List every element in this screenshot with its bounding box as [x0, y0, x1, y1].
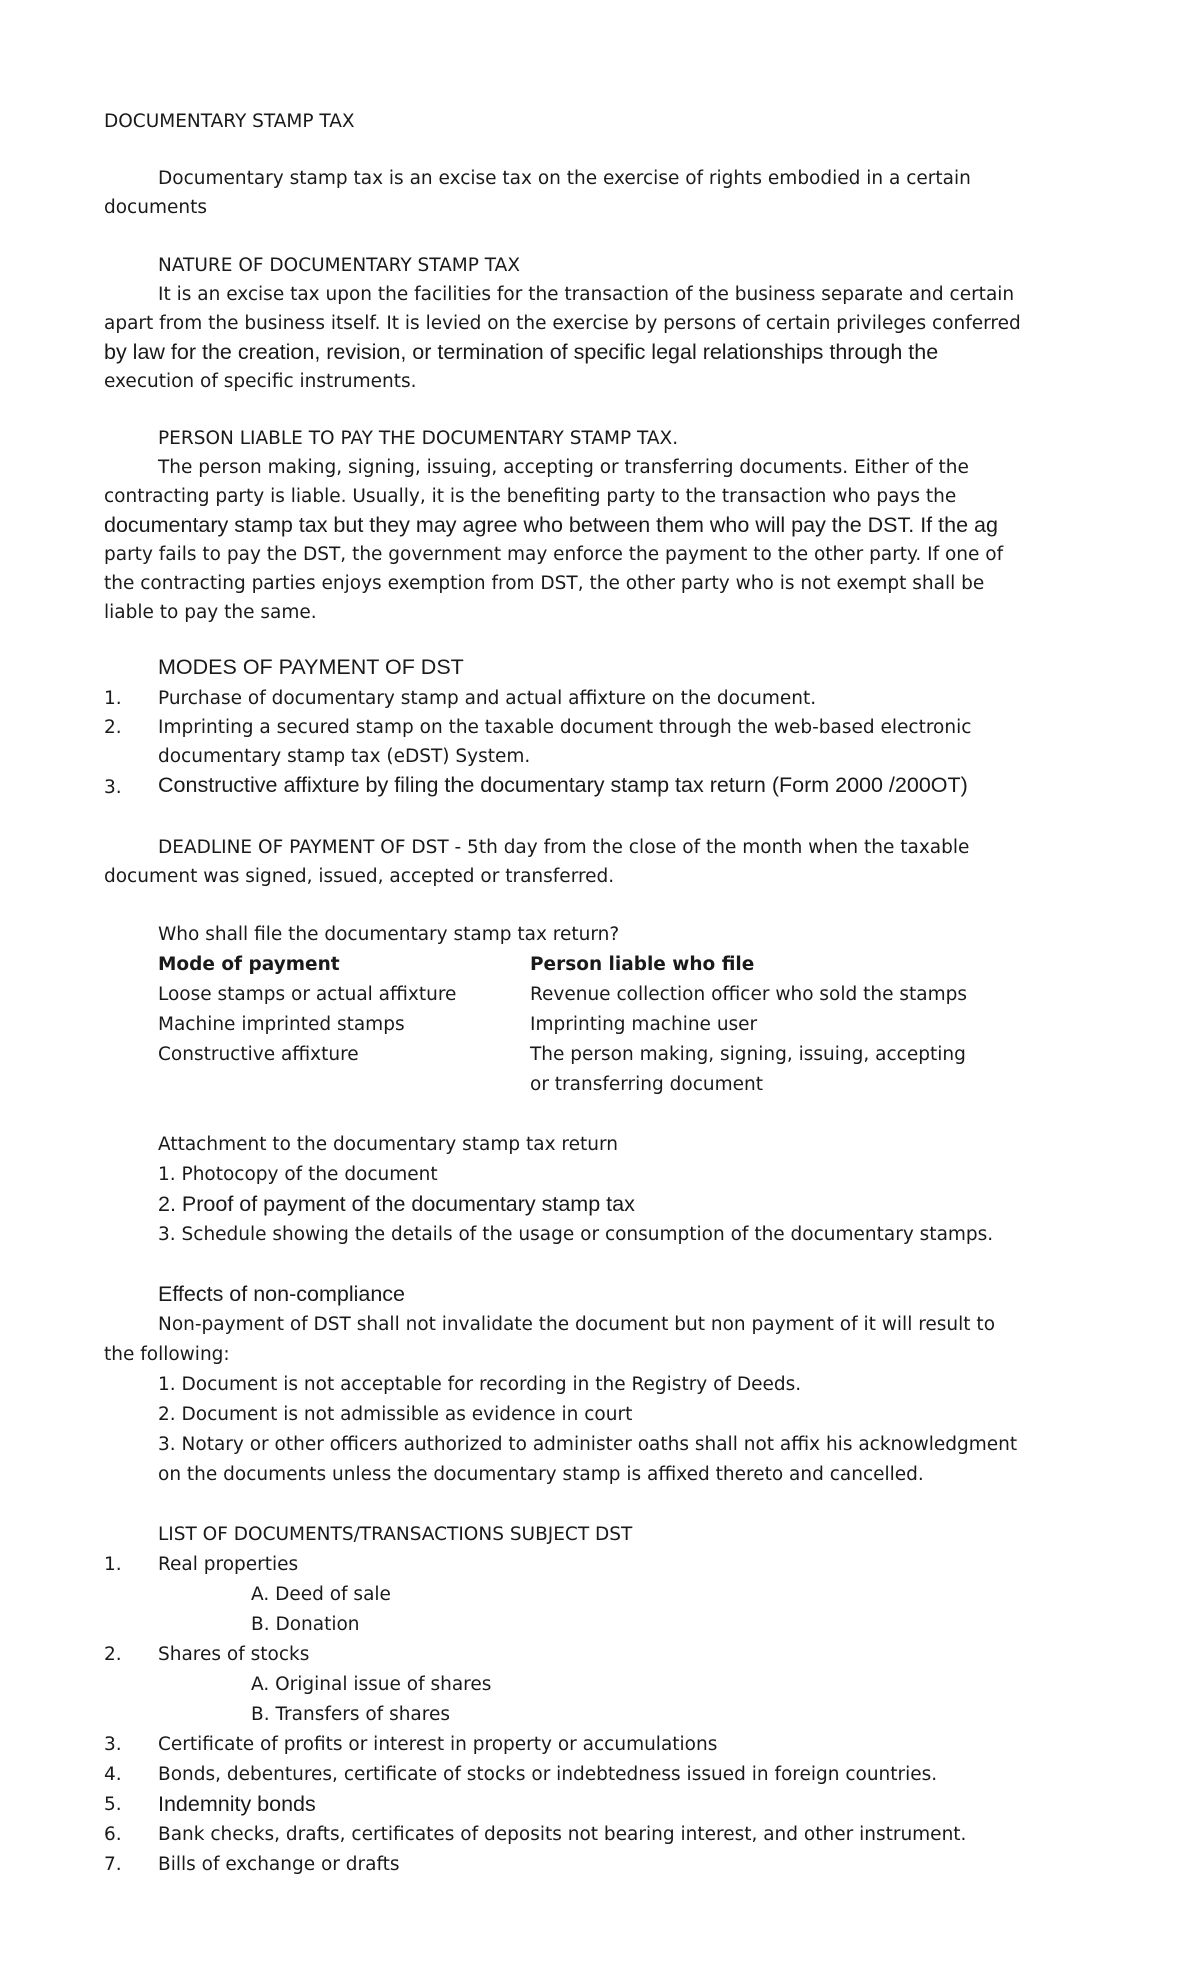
nature-line: by law for the creation, revision, or termination of specific legal relationships through the	[104, 340, 939, 364]
section-heading-effects: Effects of non-compliance	[158, 1282, 405, 1306]
table-cell-mode: Machine imprinted stamps	[158, 1014, 405, 1035]
list-item-number: 7.	[104, 1854, 122, 1875]
table-cell-person: Revenue collection officer who sold the stamps	[530, 984, 967, 1005]
modes-item-text: Constructive affixture by filing the documentary stamp tax return (Form 2000 /200OT)	[158, 773, 968, 797]
modes-item-text: documentary stamp tax (eDST) System.	[158, 746, 531, 767]
effects-item: 1. Document is not acceptable for recording in the Registry of Deeds.	[158, 1374, 802, 1395]
section-heading-nature: NATURE OF DOCUMENTARY STAMP TAX	[158, 255, 520, 276]
list-item-number: 4.	[104, 1764, 122, 1785]
effects-item: on the documents unless the documentary stamp is affixed thereto and cancelled.	[158, 1464, 924, 1485]
effects-item: 3. Notary or other officers authorized to administer oaths shall not affix his acknowledgment	[158, 1434, 1018, 1455]
list-subitem: B. Transfers of shares	[251, 1704, 450, 1725]
list-subitem: A. Deed of sale	[251, 1584, 391, 1605]
liable-line: party fails to pay the DST, the government may enforce the payment to the other party. If one of	[104, 544, 1004, 565]
list-item-text: Real properties	[158, 1554, 299, 1575]
list-item-number: 3.	[104, 1734, 122, 1755]
deadline-line: document was signed, issued, accepted or transferred.	[104, 866, 615, 887]
who-files-question: Who shall file the documentary stamp tax return?	[158, 924, 620, 945]
list-item-text: Bank checks, drafts, certificates of deposits not bearing interest, and other instrument.	[158, 1824, 967, 1845]
modes-item-text: Imprinting a secured stamp on the taxable document through the web-based electronic	[158, 717, 972, 738]
table-cell-mode: Loose stamps or actual affixture	[158, 984, 457, 1005]
list-subitem: B. Donation	[251, 1614, 360, 1635]
doc-title: DOCUMENTARY STAMP TAX	[104, 111, 355, 132]
nature-line: apart from the business itself. It is levied on the exercise by persons of certain privileges conferred	[104, 313, 1021, 334]
attachment-item: 2. Proof of payment of the documentary stamp tax	[158, 1192, 635, 1216]
liable-line: liable to pay the same.	[104, 602, 317, 623]
list-item-text: Bonds, debentures, certificate of stocks or indebtedness issued in foreign countries.	[158, 1764, 938, 1785]
effects-line: Non-payment of DST shall not invalidate the document but non payment of it will result to	[158, 1314, 996, 1335]
modes-item-number: 1.	[104, 688, 122, 709]
modes-item-number: 2.	[104, 717, 122, 738]
section-heading-list: LIST OF DOCUMENTS/TRANSACTIONS SUBJECT DST	[158, 1524, 633, 1545]
table-cell-person: or transferring document	[530, 1074, 763, 1095]
section-heading-liable: PERSON LIABLE TO PAY THE DOCUMENTARY STAMP TAX.	[158, 428, 679, 449]
attachment-item: 1. Photocopy of the document	[158, 1164, 438, 1185]
deadline-line: DEADLINE OF PAYMENT OF DST - 5th day from the close of the month when the taxable	[158, 837, 970, 858]
nature-line: execution of specific instruments.	[104, 371, 417, 392]
column-header-mode: Mode of payment	[158, 954, 340, 975]
modes-item-text: Purchase of documentary stamp and actual affixture on the document.	[158, 688, 817, 709]
table-cell-person: Imprinting machine user	[530, 1014, 758, 1035]
liable-line: The person making, signing, issuing, accepting or transferring documents. Either of the	[158, 457, 969, 478]
list-item-number: 1.	[104, 1554, 122, 1575]
effects-line: the following:	[104, 1344, 230, 1365]
liable-line: documentary stamp tax but they may agree who between them who will pay the DST. If the ag	[104, 513, 998, 537]
nature-line: It is an excise tax upon the facilities for the transaction of the business separate and certain	[158, 284, 1015, 305]
table-cell-mode: Constructive affixture	[158, 1044, 359, 1065]
attachment-item: 3. Schedule showing the details of the usage or consumption of the documentary stamps.	[158, 1224, 994, 1245]
section-heading-modes: MODES OF PAYMENT OF DST	[158, 655, 464, 679]
modes-item-number: 3.	[104, 777, 122, 798]
intro-line: documents	[104, 197, 207, 218]
list-item-number: 6.	[104, 1824, 122, 1845]
list-item-text: Indemnity bonds	[158, 1792, 316, 1816]
list-item-text: Certificate of profits or interest in property or accumulations	[158, 1734, 718, 1755]
effects-item: 2. Document is not admissible as evidence in court	[158, 1404, 633, 1425]
intro-line: Documentary stamp tax is an excise tax on the exercise of rights embodied in a certain	[158, 168, 971, 189]
liable-line: contracting party is liable. Usually, it is the benefiting party to the transaction who pays the	[104, 486, 957, 507]
list-item-text: Shares of stocks	[158, 1644, 310, 1665]
table-cell-person: The person making, signing, issuing, accepting	[530, 1044, 966, 1065]
liable-line: the contracting parties enjoys exemption from DST, the other party who is not exempt shall be	[104, 573, 985, 594]
list-item-text: Bills of exchange or drafts	[158, 1854, 400, 1875]
list-subitem: A. Original issue of shares	[251, 1674, 492, 1695]
list-item-number: 2.	[104, 1644, 122, 1665]
column-header-person: Person liable who file	[530, 954, 755, 975]
list-item-number: 5.	[104, 1794, 122, 1815]
section-heading-attachments: Attachment to the documentary stamp tax return	[158, 1134, 618, 1155]
